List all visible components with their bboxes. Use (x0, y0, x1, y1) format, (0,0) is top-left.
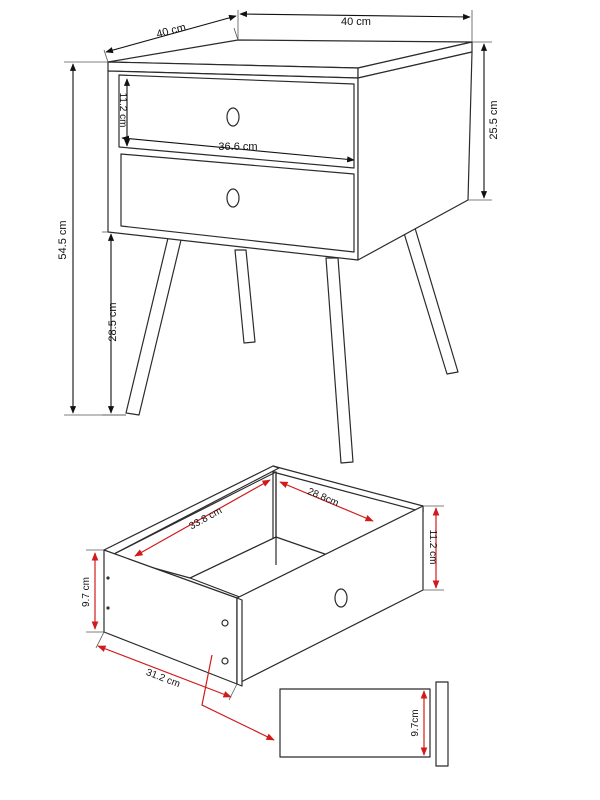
drawer-front-height-red-label: 11.2 cm (427, 529, 438, 565)
drawer-depth-label: 33.8 cm (187, 505, 225, 533)
drawer-left-side-panel (104, 466, 279, 556)
drawer-side-height-label: 9.7 cm (81, 576, 92, 608)
total-height-label: 54.5 cm (57, 220, 69, 260)
leg-back-right (400, 218, 458, 374)
leg-height-label: 28.5 cm (107, 302, 119, 342)
drawer-front-height-label: 11.2 cm (117, 92, 128, 128)
dowel-dot-2 (106, 606, 109, 609)
top-depth-label: 40 cm (155, 21, 188, 41)
drawer-side-view-body (280, 689, 430, 757)
cabinet-side-panel (358, 52, 472, 260)
drawer-width-label: 28.8cm (305, 486, 341, 510)
top-width-label: 40 cm (341, 16, 371, 28)
drawer-front-panel (237, 506, 423, 684)
drawer-side-view (280, 682, 448, 766)
drawer-side-view-height-label: 9.7cm (410, 709, 421, 737)
nightstand-drawing (108, 40, 472, 463)
leg-back-left (235, 250, 255, 343)
dowel-dot-1 (106, 576, 109, 579)
open-drawer-drawing (104, 466, 423, 686)
drawer-side-view-front (436, 682, 448, 766)
drawer-side-length-label: 31.2 cm (144, 667, 182, 691)
drawer-front-top-edge (237, 598, 242, 686)
leg-front-left (126, 238, 181, 415)
cabinet-height-label: 25.5 cm (488, 100, 500, 140)
leg-front-right (326, 258, 353, 463)
drawer-front-width-label: 36.6 cm (218, 141, 258, 153)
